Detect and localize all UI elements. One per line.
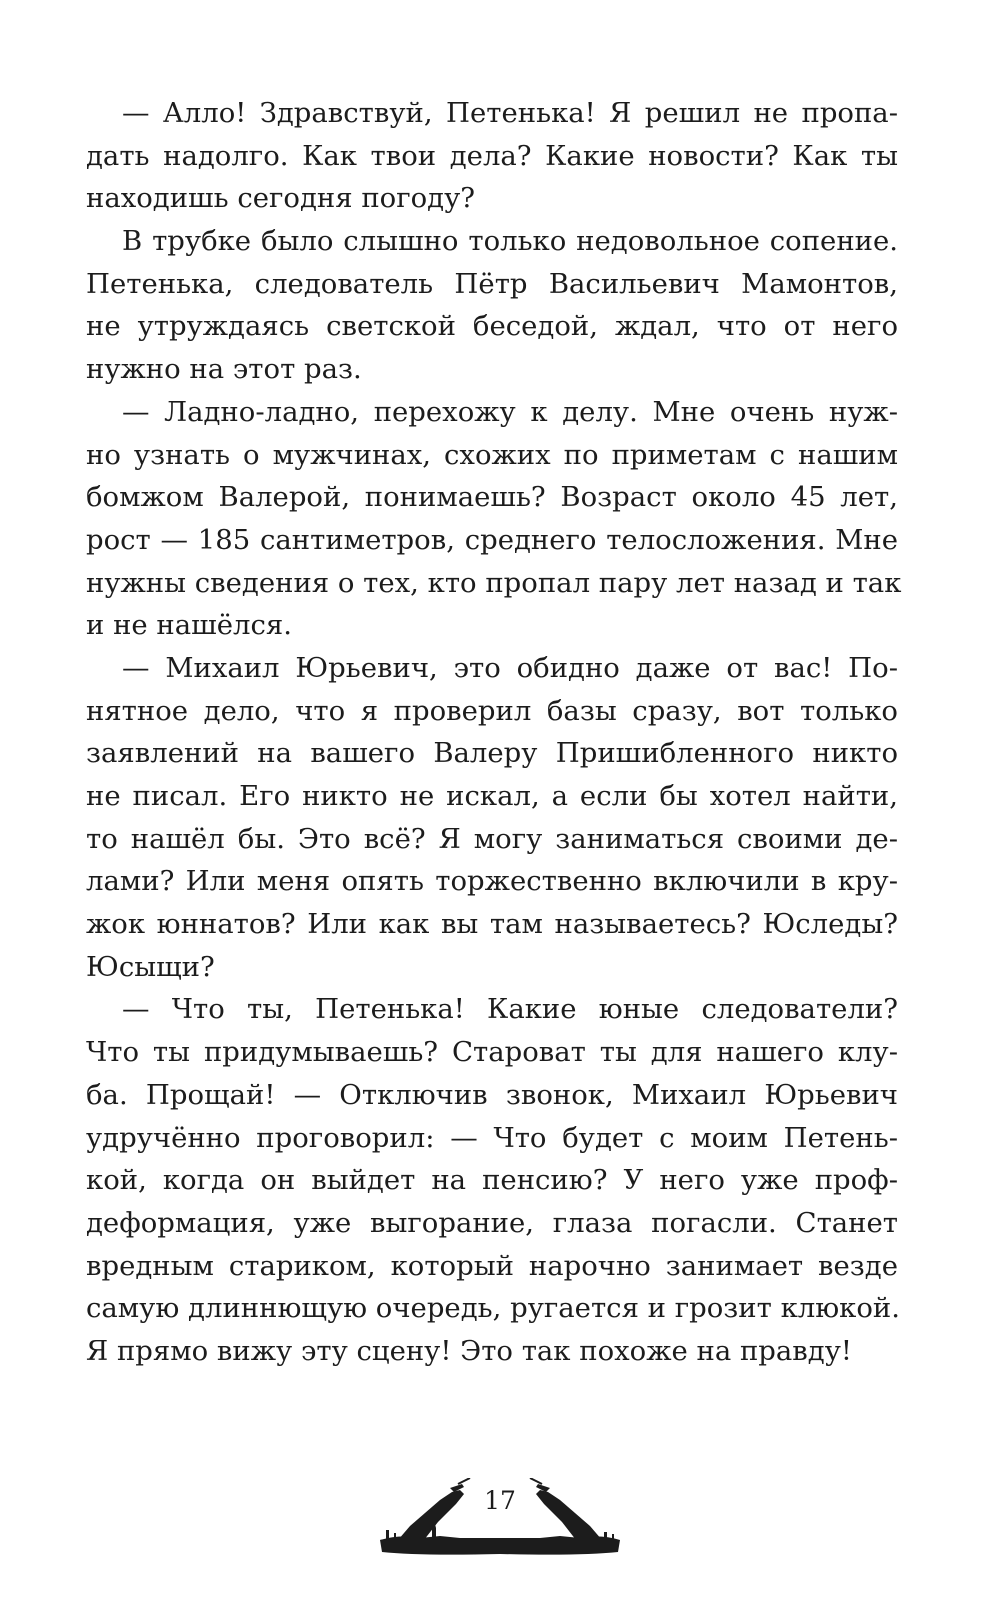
text-line: Что ты придумываешь? Староват ты для нашего клу- [86,1036,898,1069]
page-number: 17 [484,1486,516,1515]
text-line: — Михаил Юрьевич, это обидно даже от вас! По- [122,651,898,684]
text-line: нужно на этот раз. [86,353,362,386]
page-footer [380,1478,620,1558]
text-line: нужны сведения о тех, кто пропал пару лет назад и так [86,566,902,599]
text-line: но узнать о мужчинах, схожих по приметам с нашим [86,438,898,471]
text-line: лами? Или меня опять торжественно включили в кру- [86,865,898,898]
text-line: нятное дело, что я проверил базы сразу, вот только [86,694,898,727]
text-line: то нашёл бы. Это всё? Я могу заниматься своими де- [86,822,898,855]
text-line: не писал. Его никто не искал, а если бы хотел найти, [86,780,898,812]
text-line: кой, когда он выйдет на пенсию? У него уже проф- [86,1164,898,1197]
text-line: — Что ты, Петенька! Какие юные следователи? [122,993,898,1026]
text-line: заявлений на вашего Валеру Пришибленного никто [86,737,898,770]
text-line: — Алло! Здравствуй, Петенька! Я решил не пропа- [122,97,898,129]
text-line: рост — 185 сантиметров, среднего телосложения. Мне [86,523,898,556]
text-line: удручённо проговорил: — Что будет с моим Петень- [86,1121,898,1154]
text-line: и не нашёлся. [86,609,292,642]
text-line: жок юннатов? Или как вы там называетесь? Юследы? [86,908,898,941]
text-line: Юсыщи? [86,950,215,983]
text-line: не утруждаясь светской беседой, ждал, что от него [86,310,898,343]
text-line: деформация, уже выгорание, глаза погасли. Станет [86,1206,898,1239]
text-line: Петенька, следователь Пётр Васильевич Мамонтов, [86,267,898,300]
text-line: Я прямо вижу эту сцену! Это так похоже на правду! [86,1334,852,1367]
text-line: находишь сегодня погоду? [86,182,476,215]
text-line: вредным стариком, который нарочно занимает везде [86,1249,898,1282]
text-line: В трубке было слышно только недовольное сопение. [122,225,898,258]
text-line: самую длиннющую очередь, ругается и грозит клюкой. [86,1292,900,1325]
text-line: — Ладно-ладно, перехожу к делу. Мне очень нуж- [122,395,898,428]
text-line: бомжом Валерой, понимаешь? Возраст около 45 лет, [86,481,898,514]
text-line: дать надолго. Как твои дела? Какие новости? Как ты [86,139,898,172]
text-line: ба. Прощай! — Отключив звонок, Михаил Юрьевич [86,1078,898,1111]
body-text [86,92,902,1373]
